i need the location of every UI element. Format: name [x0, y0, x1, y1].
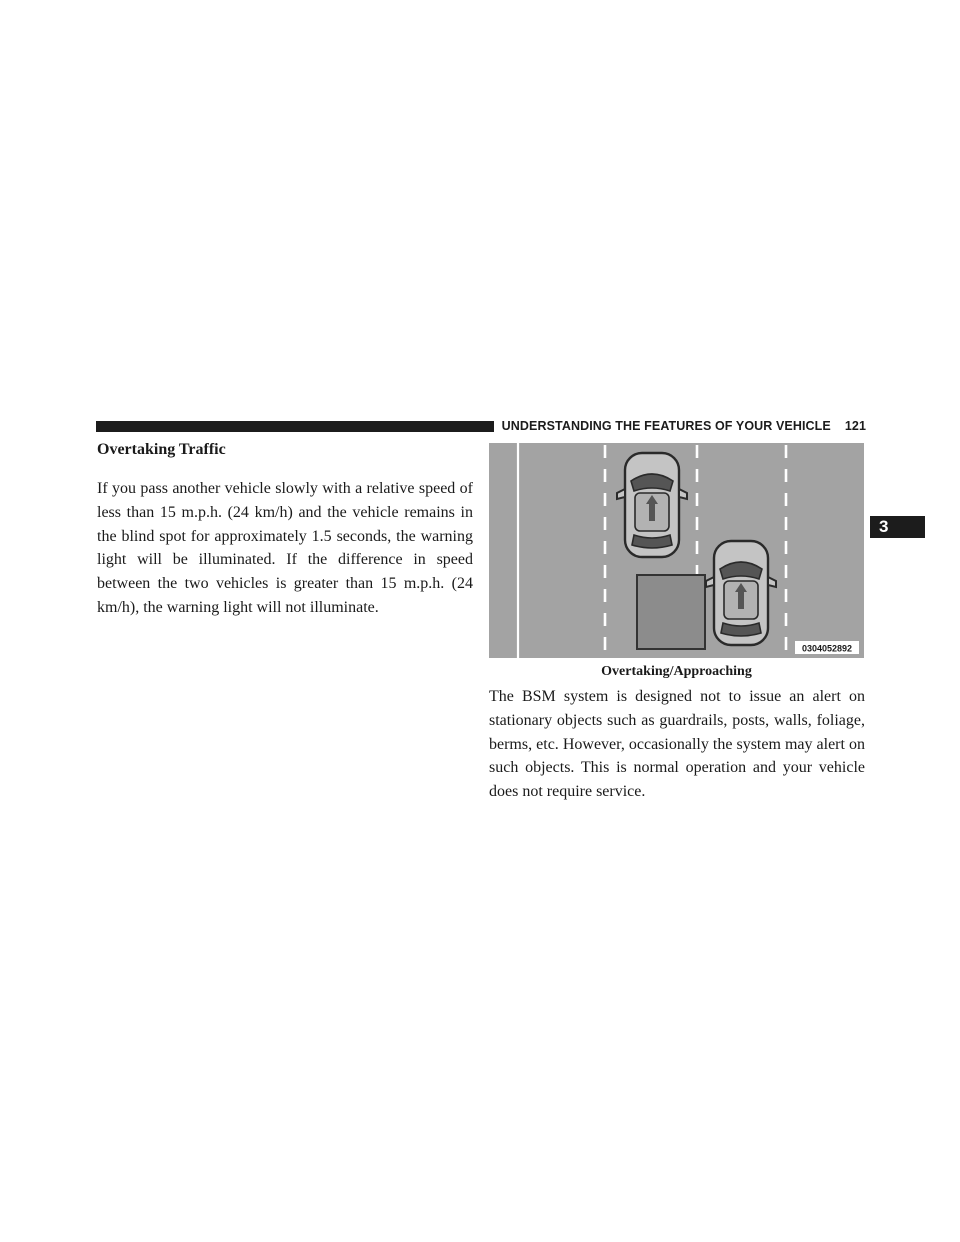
overtaking-vehicle-icon: [617, 453, 687, 557]
page-number: 121: [844, 419, 866, 433]
running-header: [500, 419, 866, 435]
figure-caption: Overtaking/Approaching: [601, 664, 752, 679]
chapter-tab: 3: [870, 516, 925, 538]
header-rule: [96, 421, 494, 432]
header-section-title: UNDERSTANDING THE FEATURES OF YOUR VEHICLE: [501, 419, 831, 433]
body-paragraph-overtaking: If you pass another vehicle slowly with a relative speed of less than 15 m.p.h. (24 km/h) and the vehicle remains in the blind spot for approximately 1.5 seconds, the warning light will be illuminated. If the difference in speed between the two vehicles is greater than 15 m.p.h. (24 km/h), the warning light will not illuminate.: [97, 480, 473, 616]
blind-spot-zone: [637, 575, 705, 649]
section-heading: Overtaking Traffic: [97, 441, 226, 458]
host-vehicle-icon: [706, 541, 776, 645]
image-code: 0304052892: [801, 643, 853, 654]
overtaking-illustration: [489, 443, 864, 658]
body-paragraph-bsm: The BSM system is designed not to issue an alert on stationary objects such as guardrails, posts, walls, foliage, berms, etc. However, occasionally the system may alert on such objects. This is normal operation and your vehicle does not require service.: [489, 688, 865, 801]
